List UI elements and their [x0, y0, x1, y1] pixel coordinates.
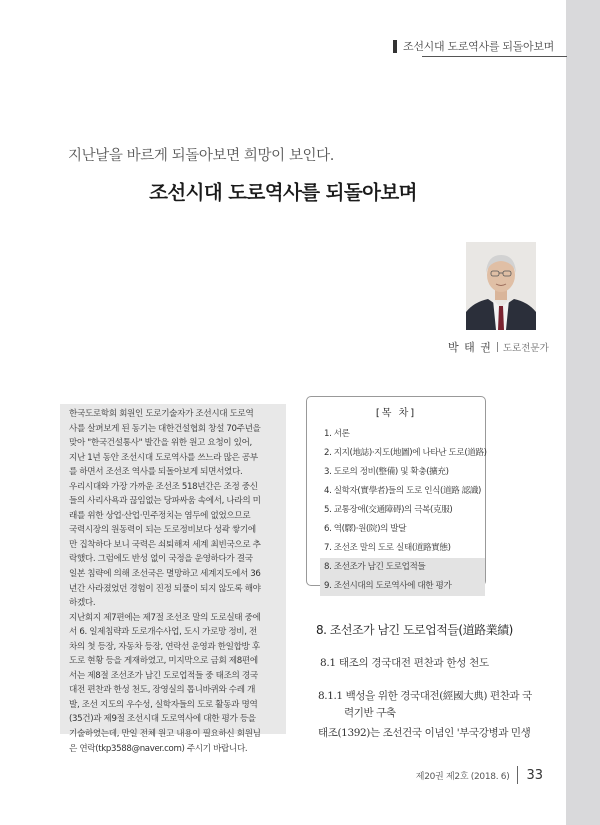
header-mark: [393, 40, 397, 53]
toc-title: [목 차]: [375, 408, 417, 419]
toc-item-4: 4. 실학자(實學者)들의 도로 인식(道路 認識): [324, 486, 482, 496]
intro-line: 대전 편찬과 한성 천도, 장영실의 톱니바퀴와 수레 개: [69, 685, 256, 696]
author-name: 박 태 권: [448, 341, 492, 354]
intro-line: 은 연락(tkp3588@naver.com) 주시기 바랍니다.: [69, 743, 248, 754]
author-photo: [466, 242, 536, 330]
issue-info: 제20권 제2호 (2018. 6): [415, 771, 510, 782]
intro-line: 국력시장의 원동력이 되는 도로정비보다 성곽 쌓기에: [69, 525, 256, 536]
footer-divider: [517, 766, 518, 784]
toc-item-3: 3. 도로의 정비(整備) 및 확충(擴充): [324, 467, 449, 477]
author-role: 도로전문가: [502, 343, 549, 354]
intro-line: 발, 조선 지도의 우수성, 실학자들의 도로 활동과 명역: [69, 699, 258, 710]
page-footer: [416, 766, 543, 784]
subsubsection-line-1: 8.1.1 백성을 위한 경국대전(經國大典) 편찬과 국: [318, 690, 532, 702]
section-heading: 8. 조선조가 남긴 도로업적들(道路業績): [316, 623, 513, 637]
intro-line: (35건)과 제9절 조선시대 도로역사에 대한 평가 등을: [69, 714, 256, 725]
intro-line: 락했다. 그럼에도 반성 없이 국정을 운영하다가 결국: [69, 554, 253, 565]
subsubsection-heading: [318, 688, 550, 722]
intro-line: 기술하였는데, 만일 전체 원고 내용이 필요하신 회원님: [69, 729, 261, 740]
toc-item-2: 2. 지지(地誌)·지도(地圖)에 나타난 도로(道路): [324, 448, 487, 458]
intro-line: 서는 제8절 조선조가 남긴 도로업적들 중 태조의 경국: [69, 670, 258, 681]
intro-line: 지난회지 제7편에는 제7절 조선조 말의 도로실태 중에: [69, 612, 261, 623]
intro-box: [60, 404, 286, 754]
intro-line: 맞아 "한국건설통사" 발간을 위한 원고 요청이 있어,: [69, 438, 252, 449]
article-title: 조선시대 도로역사를 되돌아보며: [149, 181, 417, 204]
toc-item-1: 1. 서론: [324, 429, 350, 439]
intro-line: 서 6. 일제침략과 도로개수사업, 도시 가로망 정비, 전: [69, 627, 257, 638]
intro-line: 지난 1년 동안 조선시대 도로역사를 쓰느라 많은 공부: [69, 452, 258, 463]
intro-line: 사를 살펴보게 된 동기는 대한건설협회 창설 70주년을: [69, 423, 261, 434]
toc-item-8: 8. 조선조가 남긴 도로업적들: [320, 558, 485, 577]
intro-line: 우리시대와 가장 가까운 조선조 518년간은 조정 중신: [69, 481, 258, 492]
header-rule: [422, 56, 567, 57]
running-header: [393, 38, 554, 54]
intro-line: 만 집착하다 보니 국력은 쇠퇴해져 세계 최빈국으로 추: [69, 539, 261, 550]
intro-line: 차의 첫 등장, 자동차 등장, 연락선 운영과 한일합방 후: [69, 641, 260, 652]
intro-line: 도로 현황 등을 게재하였고, 미지막으로 금회 제8편에: [69, 656, 258, 667]
toc-item-6: 6. 역(驛)·원(院)의 발달: [324, 524, 407, 534]
byline-separator: [497, 342, 498, 352]
subsection-heading: 8.1 태조의 경국대전 편찬과 한성 천도: [320, 657, 489, 669]
side-band: [566, 0, 600, 825]
toc-item-7: 7. 조선조 말의 도로 실태(道路實態): [324, 543, 451, 553]
page-number: 33: [526, 767, 543, 783]
intro-line: 하겠다.: [69, 598, 96, 609]
subsubsection-line-2: 력기반 구축: [344, 707, 396, 719]
article-subtitle: 지난날을 바르게 되돌아보면 희망이 보인다.: [68, 148, 334, 164]
body-paragraph: 태조(1392)는 조선건국 이념인 '부국강병과 민생: [318, 727, 531, 739]
running-title: 조선시대 도로역사를 되돌아보며: [403, 40, 554, 53]
table-of-contents: [306, 396, 487, 591]
intro-line: 년간 사라졌었던 경험이 진정 되풀이 되지 않도록 해야: [69, 583, 261, 594]
author-byline: [448, 339, 549, 355]
intro-line: 래를 위한 상업·산업·민주정치는 염두에 없었으므로: [69, 510, 251, 521]
intro-line: 를 하면서 조선조 역사를 되돌아보게 되면서였다.: [69, 467, 243, 478]
intro-line: 한국도로학회 회원인 도로기술자가 조선시대 도로역: [69, 409, 254, 419]
intro-line: 들의 사리사욕과 끊임없는 당파싸움 속에서, 나라의 미: [69, 496, 261, 507]
toc-item-9: 9. 조선시대의 도로역사에 대한 평가: [320, 577, 485, 596]
intro-line: 일본 침략에 의해 조선국은 멸망하고 세계지도에서 36: [69, 569, 261, 580]
toc-item-5: 5. 교통장애(交通障碍)의 극복(克服): [324, 505, 453, 515]
